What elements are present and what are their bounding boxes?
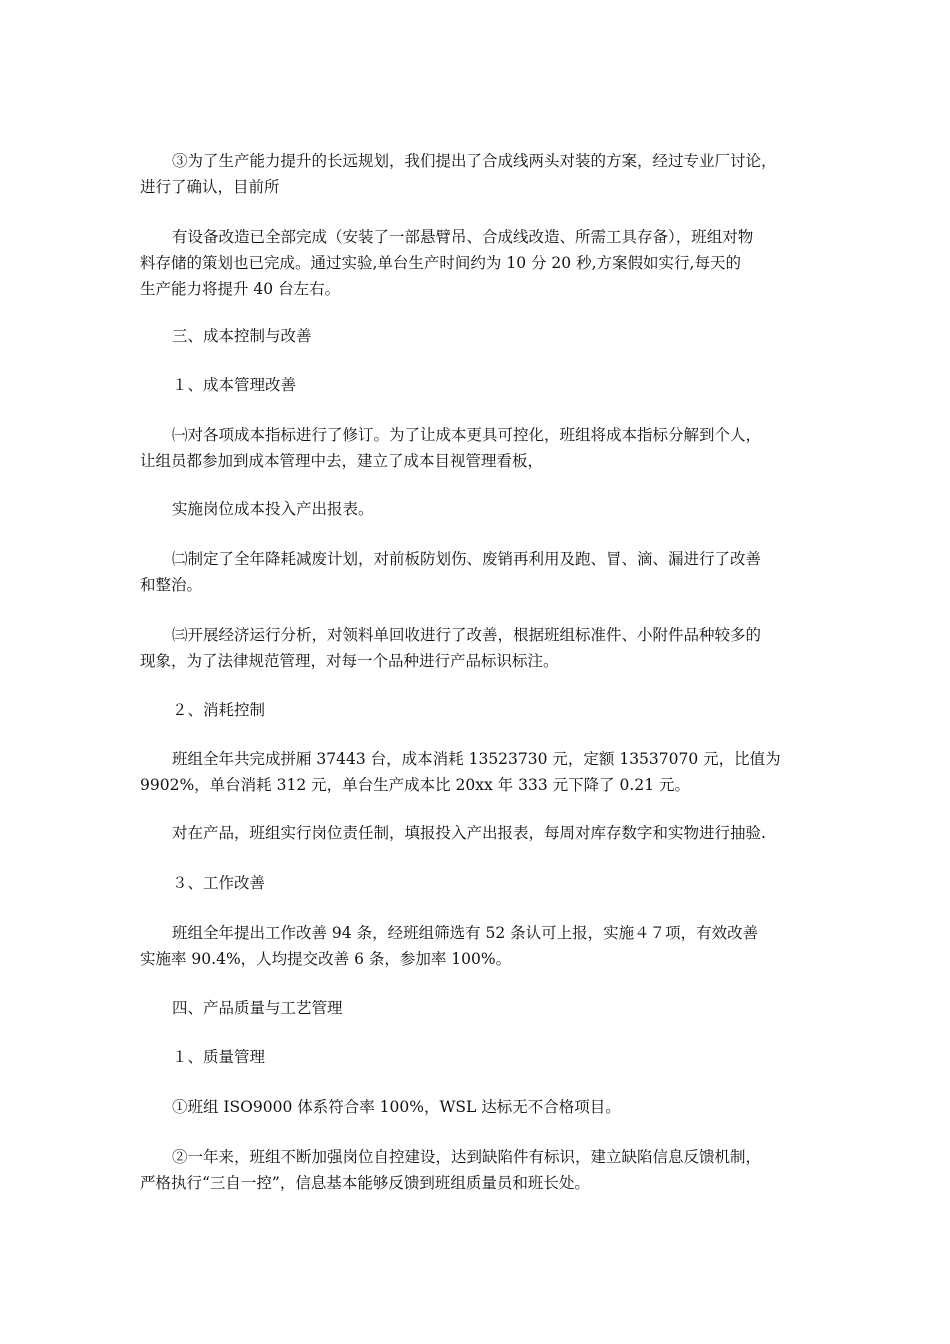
paragraph-cost-indicators — [140, 422, 816, 474]
text-line: 进行了确认，目前所 — [140, 178, 280, 196]
text-line: 实施率 90.4%，人均提交改善 6 条，参加率 100%。 — [140, 950, 512, 968]
text-line: ㈠对各项成本指标进行了修订。为了让成本更具可控化，班组将成本指标分解到个人， — [172, 426, 762, 444]
paragraph-self-control — [140, 1144, 816, 1196]
section-heading-quality — [140, 995, 816, 1021]
text-line: 让组员都参加到成本管理中去，建立了成本目视管理看板， — [140, 452, 544, 470]
text-line: 班组全年提出工作改善 94 条，经班组筛选有 52 条认可上报，实施４７项，有效改善 — [172, 924, 759, 942]
text-line: ㈢开展经济运行分析，对领料单回收进行了改善，根据班组标准件、小附件品种较多的 — [172, 626, 762, 644]
text-line: 实施岗位成本投入产出报表。 — [172, 500, 374, 518]
text-line: ２、消耗控制 — [172, 701, 266, 719]
text-line: 生产能力将提升 40 台左右。 — [140, 280, 341, 298]
text-line: 班组全年共完成拼厢 37443 台，成本消耗 13523730 元，定额 13537070 元，比值为 — [172, 750, 781, 768]
text-line: ②一年来，班组不断加强岗位自控建设，达到缺陷件有标识，建立缺陷信息反馈机制， — [172, 1148, 762, 1166]
subheading-cost-management — [140, 372, 816, 398]
text-line: 对在产品，班组实行岗位责任制，填报投入产出报表，每周对库存数字和实物进行抽验. — [172, 824, 766, 842]
paragraph-improvement-stats — [140, 920, 816, 972]
text-line: ㈡制定了全年降耗减废计划，对前板防划伤、废销再利用及跑、冒、滴、漏进行了改善 — [172, 550, 762, 568]
paragraph-waste-reduction — [140, 546, 816, 598]
text-line: ③为了生产能力提升的长远规划，我们提出了合成线两头对装的方案，经过专业厂讨论， — [172, 152, 777, 170]
text-line: １、质量管理 — [172, 1048, 266, 1066]
subheading-work-improvement — [140, 870, 816, 896]
text-line: 三、成本控制与改善 — [172, 327, 312, 345]
text-line: 四、产品质量与工艺管理 — [172, 999, 343, 1017]
text-line: ①班组 ISO9000 体系符合率 100%，WSL 达标无不合格项目。 — [172, 1098, 621, 1116]
paragraph-economic-analysis — [140, 622, 816, 674]
text-line: 严格执行“三自一控”，信息基本能够反馈到班组质量员和班长处。 — [140, 1174, 590, 1192]
text-line: 料存储的策划也已完成。通过实验,单台生产时间约为 10 分 20 秒,方案假如实行,每天的 — [140, 254, 741, 272]
paragraph-iso-compliance — [140, 1094, 816, 1120]
text-line: 9902%，单台消耗 312 元，单台生产成本比 20xx 年 333 元下降了 0.21 元。 — [140, 776, 690, 794]
text-line: ３、工作改善 — [172, 874, 266, 892]
paragraph-consumption-figures — [140, 746, 816, 798]
subheading-quality-management — [140, 1044, 816, 1070]
subheading-consumption-control — [140, 697, 816, 723]
paragraph-production-plan — [140, 148, 816, 200]
text-line: 现象，为了法律规范管理，对每一个品种进行产品标识标注。 — [140, 652, 559, 670]
text-line: 和整治。 — [140, 576, 203, 594]
section-heading-cost-control — [140, 323, 816, 349]
text-line: １、成本管理改善 — [172, 376, 297, 394]
paragraph-equipment-upgrade — [140, 224, 816, 302]
text-line: 有设备改造已全部完成（安装了一部悬臂吊、合成线改造、所需工具存备），班组对物 — [172, 228, 754, 246]
paragraph-cost-report — [140, 496, 816, 522]
paragraph-inventory-check — [140, 820, 816, 846]
